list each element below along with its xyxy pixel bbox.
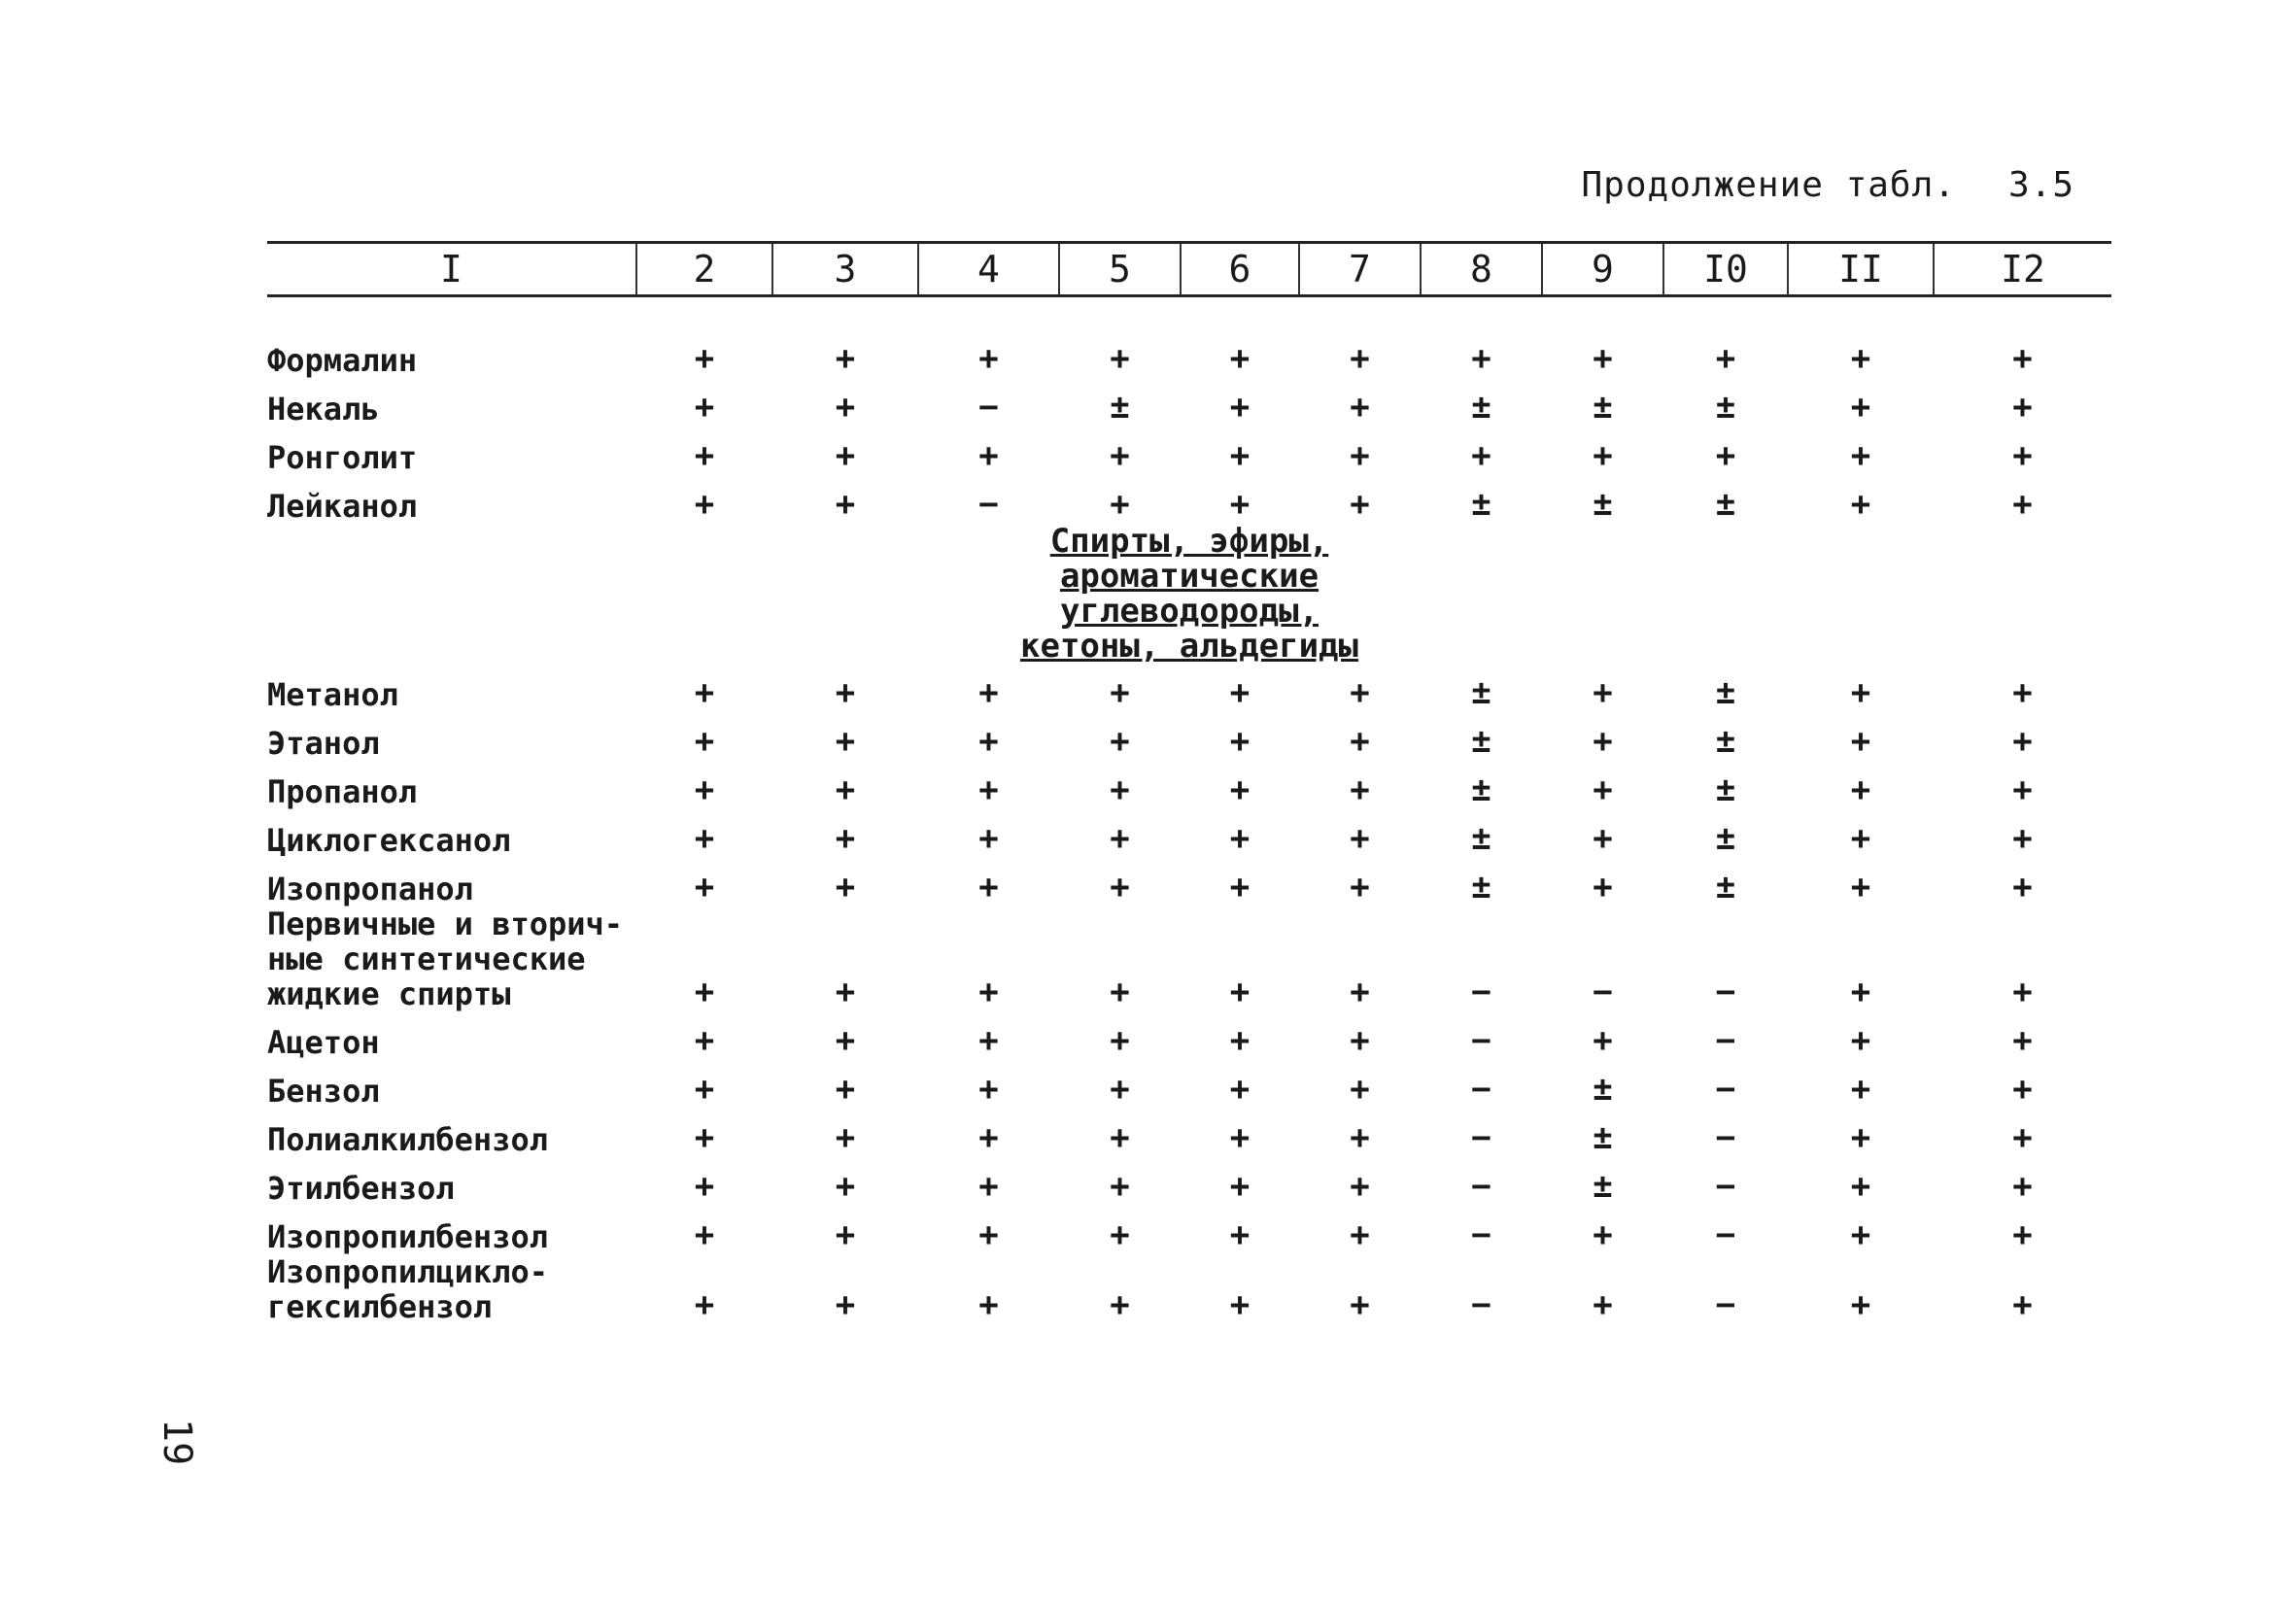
substance-name: Лейканол: [267, 487, 418, 525]
table-cell: +: [1350, 484, 1370, 524]
table-cell: +: [1850, 1069, 1871, 1109]
table-cell: +: [1110, 769, 1130, 809]
table-cell: ±: [1715, 769, 1736, 809]
table-cell: +: [2012, 721, 2033, 761]
table-cell: −: [1715, 1166, 1736, 1206]
table-cell: +: [1471, 338, 1491, 378]
table-cell: −: [978, 484, 999, 524]
table-cell: −: [1471, 1166, 1491, 1206]
substance-name: Ацетон: [267, 1023, 380, 1061]
table-cell: +: [1850, 387, 1871, 427]
table-cell: +: [1229, 1117, 1251, 1157]
table-cell: +: [1850, 1284, 1871, 1324]
table-cell: +: [978, 1214, 999, 1254]
substance-name: Метанол: [267, 675, 398, 713]
table-cell: +: [835, 435, 856, 475]
table-cell: ±: [1715, 387, 1736, 427]
table-cell: ±: [1593, 1069, 1613, 1109]
table-cell: +: [2012, 484, 2033, 524]
table-cell: +: [1350, 1020, 1370, 1060]
table-cell: −: [1715, 1284, 1736, 1324]
table-cell: +: [1229, 338, 1251, 378]
table-row: [267, 329, 2111, 378]
page-number: 19: [154, 1419, 199, 1466]
table-cell: +: [1110, 672, 1130, 712]
table-cell: +: [1350, 1117, 1370, 1157]
table-cell: +: [2012, 1214, 2033, 1254]
table-cell: ±: [1715, 721, 1736, 761]
table-cell: +: [835, 1069, 856, 1109]
table-cell: −: [978, 387, 999, 427]
table-cell: +: [1471, 435, 1491, 475]
table-cell: +: [1229, 818, 1251, 858]
table-cell: ±: [1471, 387, 1491, 427]
table-cell: ±: [1715, 867, 1736, 906]
table-row: [267, 1254, 2111, 1324]
table-cell: +: [1593, 867, 1613, 906]
table-cell: ±: [1715, 484, 1736, 524]
column-header: 4: [918, 243, 1059, 296]
table-row: [267, 761, 2111, 809]
table-cell: +: [978, 338, 999, 378]
table-cell: +: [694, 435, 715, 475]
table-cell: +: [1350, 1069, 1370, 1109]
table-cell: +: [2012, 972, 2033, 1011]
table-cell: +: [1229, 867, 1251, 906]
table-cell: −: [1593, 972, 1613, 1011]
table-cell: +: [835, 1117, 856, 1157]
table-cell: +: [1593, 435, 1613, 475]
table-cell: −: [1471, 1020, 1491, 1060]
table-cell: +: [835, 818, 856, 858]
table-cell: +: [1229, 387, 1251, 427]
substance-name: Изопропанол: [267, 870, 473, 907]
table-cell: +: [1350, 867, 1370, 906]
table-row: [267, 475, 2111, 524]
column-header: 5: [1059, 243, 1181, 296]
table-cell: +: [978, 1020, 999, 1060]
table-row: [267, 427, 2111, 475]
table-cell: +: [835, 721, 856, 761]
column-header: 9: [1542, 243, 1663, 296]
header-row: [267, 243, 2111, 296]
column-header: 8: [1421, 243, 1542, 296]
table-cell: +: [2012, 387, 2033, 427]
section-row: [267, 524, 2111, 664]
table-cell: +: [1715, 338, 1736, 378]
table-cell: +: [1850, 1214, 1871, 1254]
table-cell: +: [1229, 1069, 1251, 1109]
substance-name: Ронголит: [267, 438, 418, 476]
table-cell: ±: [1471, 672, 1491, 712]
table-cell: +: [1850, 721, 1871, 761]
table-cell: +: [694, 1284, 715, 1324]
table-cell: +: [978, 867, 999, 906]
column-header: I0: [1663, 243, 1788, 296]
table-cell: +: [2012, 1020, 2033, 1060]
table-row: [267, 809, 2111, 858]
table-cell: +: [2012, 769, 2033, 809]
table-cell: +: [1110, 1284, 1130, 1324]
table-cell: +: [1350, 1214, 1370, 1254]
table-cell: +: [1110, 1020, 1130, 1060]
column-header: 6: [1181, 243, 1299, 296]
table-cell: +: [2012, 1069, 2033, 1109]
table-cell: +: [1229, 1214, 1251, 1254]
table-cell: +: [978, 1166, 999, 1206]
table-cell: +: [835, 769, 856, 809]
table-cell: −: [1471, 1284, 1491, 1324]
table-cell: +: [2012, 1284, 2033, 1324]
table-cell: +: [1593, 338, 1613, 378]
table-cell: +: [1110, 867, 1130, 906]
table-cell: −: [1471, 1069, 1491, 1109]
data-table: [267, 241, 2111, 1324]
table-cell: −: [1715, 1069, 1736, 1109]
table-cell: +: [978, 721, 999, 761]
table-cell: ±: [1715, 672, 1736, 712]
table-cell: +: [1110, 338, 1130, 378]
table-cell: +: [1229, 972, 1251, 1011]
table-row: [267, 1157, 2111, 1206]
table-cell: +: [1350, 1284, 1370, 1324]
table-cell: +: [2012, 818, 2033, 858]
table-cell: +: [694, 972, 715, 1011]
table-row: [267, 858, 2111, 906]
table-cell: +: [1110, 721, 1130, 761]
table-cell: +: [2012, 1166, 2033, 1206]
table-cell: −: [1715, 1117, 1736, 1157]
table-row: [267, 1109, 2111, 1157]
table-cell: ±: [1471, 769, 1491, 809]
table-cell: +: [835, 972, 856, 1011]
table-cell: +: [1350, 972, 1370, 1011]
substance-name: Этилбензол: [267, 1169, 455, 1207]
table-cell: +: [1850, 435, 1871, 475]
table-cell: +: [694, 1166, 715, 1206]
table-cell: +: [1110, 1069, 1130, 1109]
table-cell: +: [1350, 1166, 1370, 1206]
table-cell: +: [835, 1214, 856, 1254]
table-cell: ±: [1593, 1166, 1613, 1206]
table-cell: +: [978, 435, 999, 475]
table-row: [267, 1011, 2111, 1060]
table-cell: +: [1110, 1117, 1130, 1157]
table-cell: +: [978, 672, 999, 712]
table-cell: +: [1110, 1214, 1130, 1254]
table-cell: −: [1471, 1214, 1491, 1254]
table-cell: +: [1350, 338, 1370, 378]
table-cell: +: [1229, 721, 1251, 761]
table-cell: ±: [1110, 387, 1130, 427]
column-header: I2: [1934, 243, 2111, 296]
column-header: 7: [1299, 243, 1421, 296]
table-row: [267, 712, 2111, 761]
table-cell: +: [835, 338, 856, 378]
table-cell: +: [1593, 818, 1613, 858]
table-cell: ±: [1471, 818, 1491, 858]
table-cell: +: [1850, 867, 1871, 906]
table-cell: +: [1593, 672, 1613, 712]
table-cell: +: [835, 672, 856, 712]
substance-name: Этанол: [267, 724, 380, 762]
table-cell: ±: [1593, 387, 1613, 427]
table-cell: ±: [1471, 867, 1491, 906]
table-cell: +: [1850, 1020, 1871, 1060]
caption-text: Продолжение табл.: [1581, 165, 1956, 205]
table-cell: +: [1110, 1166, 1130, 1206]
table-cell: +: [1229, 435, 1251, 475]
table-cell: +: [694, 1020, 715, 1060]
table-cell: +: [835, 867, 856, 906]
table-cell: +: [1850, 338, 1871, 378]
table-cell: +: [1715, 435, 1736, 475]
substance-name: Пропанол: [267, 772, 418, 810]
substance-name: Бензол: [267, 1072, 380, 1110]
substance-name: Циклогексанол: [267, 821, 511, 859]
table-cell: +: [1350, 672, 1370, 712]
table-cell: +: [1593, 1020, 1613, 1060]
table-cell: +: [694, 721, 715, 761]
substance-name: Первичные и вторич- ные синтетические жидкие спирты: [267, 905, 624, 1012]
table-cell: +: [835, 1166, 856, 1206]
table-cell: +: [694, 484, 715, 524]
substance-name: Некаль: [267, 390, 380, 427]
table-cell: +: [835, 1020, 856, 1060]
table-cell: +: [694, 1069, 715, 1109]
column-header: I: [267, 243, 636, 296]
table-cell: +: [978, 769, 999, 809]
table-cell: +: [1110, 435, 1130, 475]
table-cell: +: [1593, 721, 1613, 761]
table-cell: +: [1350, 769, 1370, 809]
table-cell: ±: [1593, 1117, 1613, 1157]
table-cell: +: [2012, 435, 2033, 475]
table-cell: ±: [1715, 818, 1736, 858]
table-cell: +: [978, 1069, 999, 1109]
table-cell: +: [978, 1117, 999, 1157]
table-cell: +: [1350, 435, 1370, 475]
table-cell: +: [1229, 484, 1251, 524]
table-cell: +: [694, 672, 715, 712]
table-row: [267, 906, 2111, 1011]
table-cell: +: [694, 867, 715, 906]
table-cell: +: [2012, 338, 2033, 378]
table-cell: ±: [1471, 484, 1491, 524]
table-cell: +: [978, 1284, 999, 1324]
substance-name: Изопропилцикло- гексилбензол: [267, 1252, 548, 1325]
table-caption: [1582, 165, 2075, 205]
table-cell: +: [978, 818, 999, 858]
section-heading: Спирты, эфиры, ароматические углеводороды, кетоны, альдегиды: [1020, 521, 1358, 666]
table-cell: +: [694, 818, 715, 858]
table-cell: +: [1110, 818, 1130, 858]
table-cell: −: [1715, 1214, 1736, 1254]
table-cell: +: [1350, 818, 1370, 858]
table-cell: −: [1715, 972, 1736, 1011]
table-cell: +: [1850, 972, 1871, 1011]
column-header: II: [1788, 243, 1934, 296]
table-cell: +: [1593, 1284, 1613, 1324]
substance-name: Изопропилбензол: [267, 1217, 548, 1255]
table-cell: +: [1229, 769, 1251, 809]
table-cell: +: [1850, 1166, 1871, 1206]
table-row: [267, 378, 2111, 427]
column-header: 3: [772, 243, 918, 296]
table-cell: +: [1110, 972, 1130, 1011]
table-cell: +: [1229, 1166, 1251, 1206]
table-cell: +: [835, 387, 856, 427]
table-cell: −: [1715, 1020, 1736, 1060]
table-cell: +: [694, 338, 715, 378]
caption-table-number: 3.5: [2007, 165, 2074, 205]
table-cell: −: [1471, 972, 1491, 1011]
table-cell: +: [1350, 387, 1370, 427]
table-cell: +: [1850, 672, 1871, 712]
table-cell: −: [1471, 1117, 1491, 1157]
column-header: 2: [636, 243, 772, 296]
table-cell: +: [1593, 1214, 1613, 1254]
table-cell: +: [694, 1214, 715, 1254]
table-cell: ±: [1471, 721, 1491, 761]
substance-name: Полиалкилбензол: [267, 1120, 548, 1158]
spacer-row: [267, 296, 2111, 329]
table-cell: +: [1850, 1117, 1871, 1157]
table-cell: +: [1229, 1020, 1251, 1060]
substance-name: Формалин: [267, 341, 418, 379]
table-cell: +: [1110, 484, 1130, 524]
table-cell: +: [835, 1284, 856, 1324]
table-cell: +: [694, 769, 715, 809]
table-cell: +: [694, 1117, 715, 1157]
table-cell: +: [1850, 769, 1871, 809]
table-cell: +: [2012, 672, 2033, 712]
table-cell: +: [835, 484, 856, 524]
table-cell: +: [1229, 672, 1251, 712]
table-cell: +: [1229, 1284, 1251, 1324]
table-row: [267, 1060, 2111, 1109]
table-cell: +: [2012, 867, 2033, 906]
table-cell: +: [2012, 1117, 2033, 1157]
table-cell: +: [1593, 769, 1613, 809]
table-cell: +: [1850, 484, 1871, 524]
table-cell: ±: [1593, 484, 1613, 524]
table-cell: +: [1350, 721, 1370, 761]
table-row: [267, 664, 2111, 712]
table-row: [267, 1206, 2111, 1254]
table-cell: +: [694, 387, 715, 427]
table-body: [267, 296, 2111, 1324]
table-cell: +: [1850, 818, 1871, 858]
table-cell: +: [978, 972, 999, 1011]
